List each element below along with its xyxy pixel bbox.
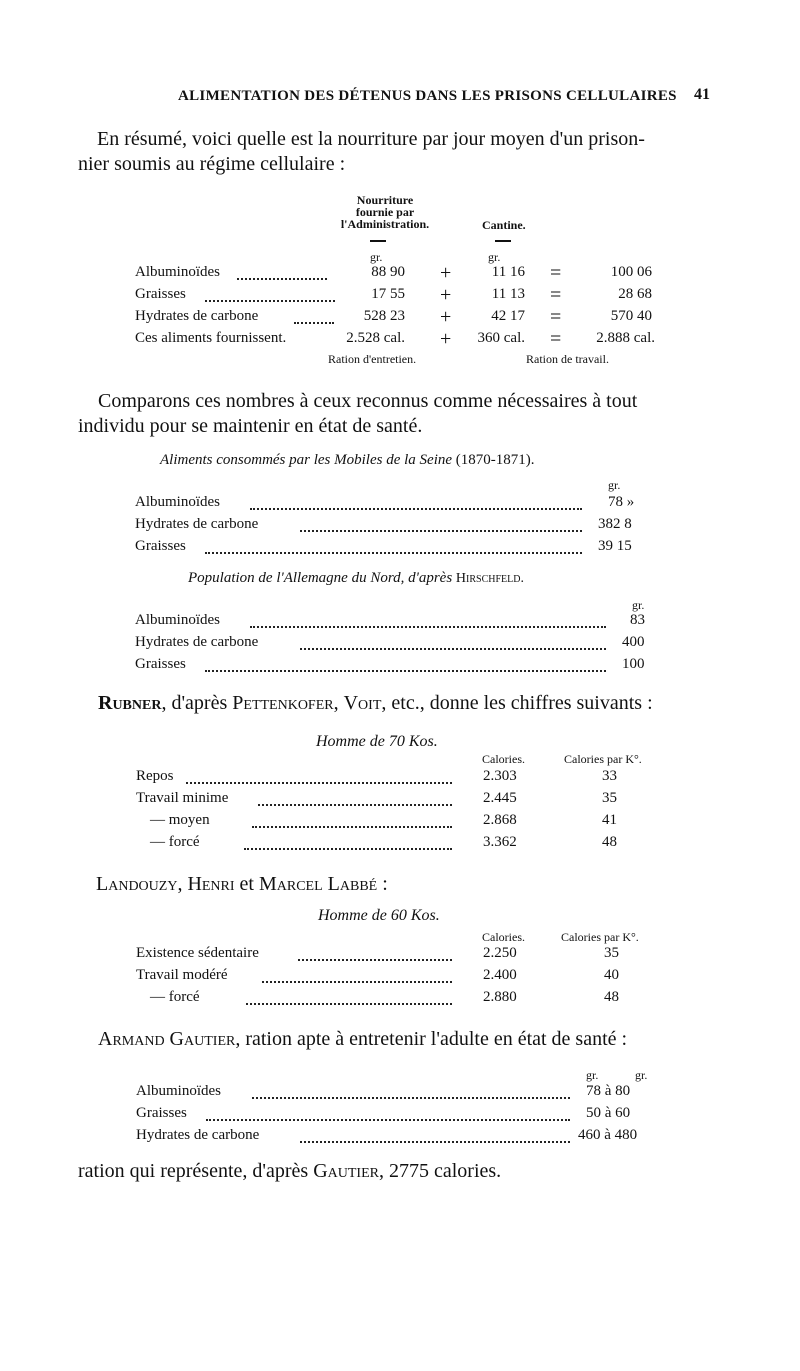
allemagne-value: 83 [630,612,645,628]
landouzy-per: 48 [604,989,619,1005]
landouzy-row-label: Existence sédentaire [136,945,259,961]
unit-gr: gr. [632,598,645,612]
text-fragment: , d'après [161,692,233,714]
allemagne-value: 100 [622,656,645,672]
table1-row-label: Hydrates de carbone [135,308,259,324]
text-fragment: , 2775 calories. [378,1160,502,1182]
landouzy-cal: 2.880 [483,989,517,1005]
landouzy-per: 40 [604,967,619,983]
equals-sign: = [550,284,562,306]
equals-sign: = [550,328,562,350]
allemagne-row-label: Albuminoïdes [135,612,220,628]
rubner-row-label: Repos [136,768,174,784]
text-fragment: : [377,873,388,895]
dot-leader [250,508,582,510]
gautier-row-label: Graisses [136,1105,187,1121]
table1-admin: 528 23 [363,308,405,324]
table1-col1-head [330,194,440,230]
rubner-head-per: Calories par K°. [564,752,642,766]
dot-leader [298,959,452,961]
mobiles-row-label: Graisses [135,538,186,554]
allemagne-title [188,570,524,587]
rubner-cal: 3.362 [483,834,517,850]
author-landouzy: Landouzy [96,873,178,895]
plus-sign: + [440,284,452,306]
table1-total: 28 68 [618,286,652,302]
mobiles-value: 78 » [608,494,635,510]
allemagne-title-italic: Population de l'Allemagne du Nord, d'après [188,570,453,586]
landouzy-subtitle: Homme de 60 Kos. [318,907,440,924]
table1-row-label: Graisses [135,286,186,302]
table1-admin: 88 90 [371,264,405,280]
author-marcel-labbe: Marcel Labbé [258,873,378,895]
equals-sign: = [550,306,562,328]
gautier-value: 460 à 480 [578,1127,638,1143]
mobiles-value: 39 15 [598,538,632,554]
head-dash [370,240,386,242]
text-fragment: , etc., donne les chiffres suivants : [381,692,653,714]
rubner-subtitle: Homme de 70 Kos. [316,733,438,750]
rubner-per: 33 [602,768,617,784]
landouzy-heading [96,871,388,897]
table1-foot-right: Ration de travail. [526,352,609,366]
author-gautier: Gautier [313,1160,379,1182]
dot-leader [237,278,327,280]
mobiles-row-label: Albuminoïdes [135,494,220,510]
mobiles-title-years: (1870-1871). [455,452,535,468]
author-voit: Voit [343,692,382,714]
dot-leader [258,804,452,806]
author-armand-gautier: Armand Gautier [98,1028,236,1050]
rubner-cal: 2.868 [483,812,517,828]
table1-total: 2.888 cal. [596,330,655,346]
rubner-cal: 2.445 [483,790,517,806]
rubner-per: 35 [602,790,617,806]
landouzy-head-cal: Calories. [482,930,525,944]
landouzy-per: 35 [604,945,619,961]
unit-gr: gr. [370,250,383,264]
col1-head-line: fournie par [355,205,415,219]
dot-leader [252,826,452,828]
rubner-row-label: — forcé [150,834,200,850]
table1-admin: 2.528 cal. [346,330,405,346]
table1-cantine: 42 17 [491,308,525,324]
unit-gr: gr. [488,250,501,264]
dot-leader [246,1003,452,1005]
dot-leader [206,1119,570,1121]
table1-foot-left: Ration d'entretien. [328,352,417,366]
allemagne-row-label: Graisses [135,656,186,672]
rubner-cal: 2.303 [483,768,517,784]
allemagne-row-label: Hydrates de carbone [135,634,259,650]
compare-line-1: Comparons ces nombres à ceux reconnus comme nécessaires à tout [98,390,638,412]
plus-sign: + [440,262,452,284]
intro-line-1: En résumé, voici quelle est la nourriture par jour moyen d'un prison- [97,128,645,150]
rubner-heading [98,690,653,716]
gautier-row-label: Albuminoïdes [136,1083,221,1099]
dot-leader [262,981,452,983]
landouzy-row-label: Travail modéré [136,967,228,983]
gautier-heading [98,1026,627,1052]
gautier-conclusion [78,1158,501,1184]
gautier-row-label: Hydrates de carbone [136,1127,260,1143]
table1-row-label: Ces aliments fournissent. [135,330,287,346]
text-fragment: , [177,873,188,895]
landouzy-head-per: Calories par K°. [561,930,639,944]
dot-leader [252,1097,570,1099]
gautier-value: 50 à 60 [586,1105,631,1121]
dot-leader [250,626,606,628]
landouzy-cal: 2.400 [483,967,517,983]
unit-gr: gr. [608,478,621,492]
dot-leader [244,848,452,850]
running-header: ALIMENTATION DES DÉTENUS DANS LES PRISONS CELLULAIRES [178,88,677,104]
equals-sign: = [550,262,562,284]
gautier-value: 78 à 80 [586,1083,631,1099]
intro-line-2: nier soumis au régime cellulaire : [78,153,346,175]
dot-leader [186,782,452,784]
rubner-head-cal: Calories. [482,752,525,766]
plus-sign: + [440,306,452,328]
rubner-per: 41 [602,812,617,828]
text-fragment: , ration apte à entretenir l'adulte en état de santé : [235,1028,628,1050]
author-pettenkofer: Pettenkofer [232,692,334,714]
landouzy-row-label: — forcé [150,989,200,1005]
landouzy-cal: 2.250 [483,945,517,961]
dot-leader [300,648,606,650]
mobiles-title [160,452,535,469]
text-fragment: , [333,692,344,714]
allemagne-title-author: Hirschfeld. [455,571,524,586]
col1-head-line: l'Administration. [340,217,430,231]
table1-row-label: Albuminoïdes [135,264,220,280]
dot-leader [205,552,582,554]
table1-cantine: 11 16 [491,264,525,280]
col1-head-line: Nourriture [356,193,414,207]
text-fragment: et [234,873,259,895]
table1-admin: 17 55 [371,286,405,302]
author-henri: Henri [187,873,235,895]
author-rubner: Rubner [98,692,162,714]
unit-gr: gr. [586,1068,599,1082]
page-number: 41 [694,86,710,103]
unit-gr: gr. [635,1068,648,1082]
mobiles-value: 382 8 [598,516,632,532]
dot-leader [205,670,606,672]
text-fragment: ration qui représente, d'après [78,1160,314,1182]
dot-leader [205,300,335,302]
table1-total: 100 06 [610,264,652,280]
plus-sign: + [440,328,452,350]
mobiles-row-label: Hydrates de carbone [135,516,259,532]
rubner-per: 48 [602,834,617,850]
compare-line-2: individu pour se maintenir en état de santé. [78,415,423,437]
head-dash [495,240,511,242]
table1-total: 570 40 [610,308,652,324]
table1-col2-head: Cantine. [482,218,526,232]
dot-leader [300,530,582,532]
dot-leader [300,1141,570,1143]
allemagne-value: 400 [622,634,645,650]
table1-cantine: 360 cal. [477,330,525,346]
mobiles-title-italic: Aliments consommés par les Mobiles de la Seine [160,452,453,468]
rubner-row-label: Travail minime [136,790,229,806]
rubner-row-label: — moyen [150,812,210,828]
table1-cantine: 11 13 [491,286,525,302]
